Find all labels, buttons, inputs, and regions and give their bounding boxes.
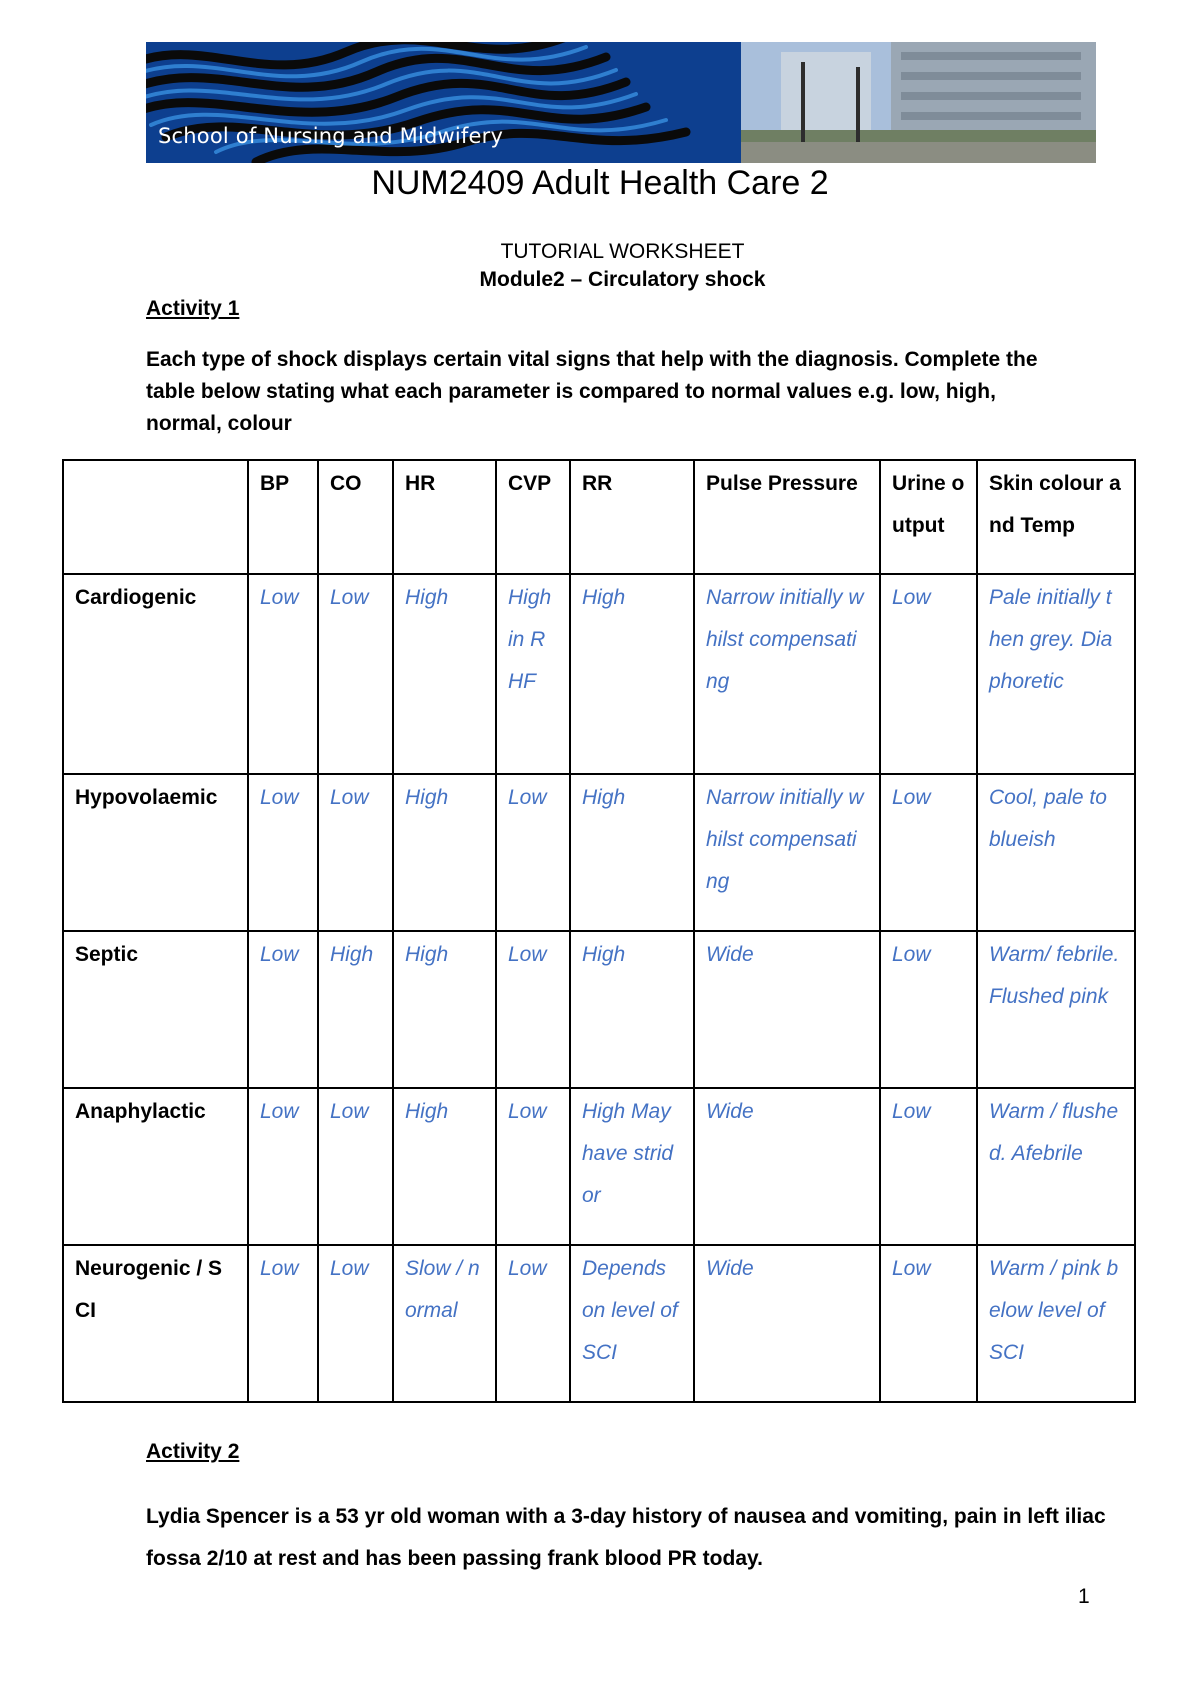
table-cell: Slow / normal	[393, 1245, 496, 1402]
activity-1-instructions: Each type of shock displays certain vital signs that help with the diagnosis. Complete the table below stating what each parameter is compared to normal values e.g. low, high, normal, colour	[146, 348, 1038, 435]
table-cell: Wide	[694, 931, 880, 1088]
table-cell: Low	[496, 774, 570, 931]
page-number: 1	[1078, 1585, 1090, 1608]
table-cell: Low	[496, 1088, 570, 1245]
column-header-urine-output: Urine output	[880, 460, 977, 574]
column-header-hr: HR	[393, 460, 496, 574]
table-cell: Low	[318, 774, 393, 931]
column-header-co: CO	[318, 460, 393, 574]
table-cell: Low	[318, 1245, 393, 1402]
table-cell: Warm / pink below level of SCI	[977, 1245, 1135, 1402]
table-cell: High	[570, 574, 694, 774]
table-cell: High	[393, 1088, 496, 1245]
row-label: Neurogenic / SCI	[63, 1245, 248, 1402]
school-name: School of Nursing and Midwifery	[158, 124, 504, 148]
module-label: Module2 – Circulatory shock	[479, 268, 766, 291]
table-cell: Low	[248, 574, 318, 774]
course-title: NUM2409 Adult Health Care 2	[371, 164, 829, 202]
table-cell: High	[318, 931, 393, 1088]
table-cell: Warm / flushed. Afebrile	[977, 1088, 1135, 1245]
table-cell: Cool, pale to blueish	[977, 774, 1135, 931]
table-cell: Low	[496, 1245, 570, 1402]
table-cell: High	[393, 931, 496, 1088]
table-cell: Pale initially then grey. Diaphoretic	[977, 574, 1135, 774]
table-cell: High	[393, 774, 496, 931]
worksheet-label: TUTORIAL WORKSHEET	[500, 240, 745, 263]
row-label: Septic	[63, 931, 248, 1088]
table-row-cardiogenic	[63, 574, 1135, 774]
table-cell: Low	[248, 1245, 318, 1402]
table-cell: High May have stridor	[570, 1088, 694, 1245]
table-cell: Warm/ febrile. Flushed pink	[977, 931, 1135, 1088]
table-row-septic	[63, 931, 1135, 1088]
row-label: Anaphylactic	[63, 1088, 248, 1245]
table-cell: Narrow initially whilst compensating	[694, 574, 880, 774]
table-cell: Low	[248, 1088, 318, 1245]
table-cell: Low	[880, 774, 977, 931]
table-cell: High	[570, 931, 694, 1088]
table-cell: Low	[248, 774, 318, 931]
table-row-hypovolaemic	[63, 774, 1135, 931]
table-cell: Low	[880, 574, 977, 774]
table-cell: High in RHF	[496, 574, 570, 774]
table-cell: Depends on level of SCI	[570, 1245, 694, 1402]
table-cell: High	[393, 574, 496, 774]
activity-2-case-text: Lydia Spencer is a 53 yr old woman with a 3-day history of nausea and vomiting, pain in left iliac fossa 2/10 at rest and has been passing frank blood PR today.	[146, 1505, 1106, 1570]
table-cell: High	[570, 774, 694, 931]
table-cell: Wide	[694, 1088, 880, 1245]
column-header	[63, 460, 248, 574]
table-row-neurogenic	[63, 1245, 1135, 1402]
school-banner	[146, 42, 1096, 163]
table-cell: Low	[880, 1245, 977, 1402]
row-label: Cardiogenic	[63, 574, 248, 774]
table-row-anaphylactic	[63, 1088, 1135, 1245]
table-cell: Wide	[694, 1245, 880, 1402]
campus-photo	[741, 42, 1096, 163]
column-header-skin: Skin colour and Temp	[977, 460, 1135, 574]
table-cell: Low	[880, 1088, 977, 1245]
table-cell: Low	[318, 1088, 393, 1245]
column-header-pulse-pressure: Pulse Pressure	[694, 460, 880, 574]
shock-vital-signs-table	[62, 459, 1136, 1403]
table-cell: Low	[318, 574, 393, 774]
activity-2-heading: Activity 2	[146, 1440, 240, 1463]
table-cell: Low	[248, 931, 318, 1088]
table-cell: Narrow initially whilst compensating	[694, 774, 880, 931]
activity-1-heading: Activity 1	[146, 297, 240, 320]
table-cell: Low	[880, 931, 977, 1088]
column-header-cvp: CVP	[496, 460, 570, 574]
table-cell: Low	[496, 931, 570, 1088]
row-label: Hypovolaemic	[63, 774, 248, 931]
column-header-rr: RR	[570, 460, 694, 574]
column-header-bp: BP	[248, 460, 318, 574]
